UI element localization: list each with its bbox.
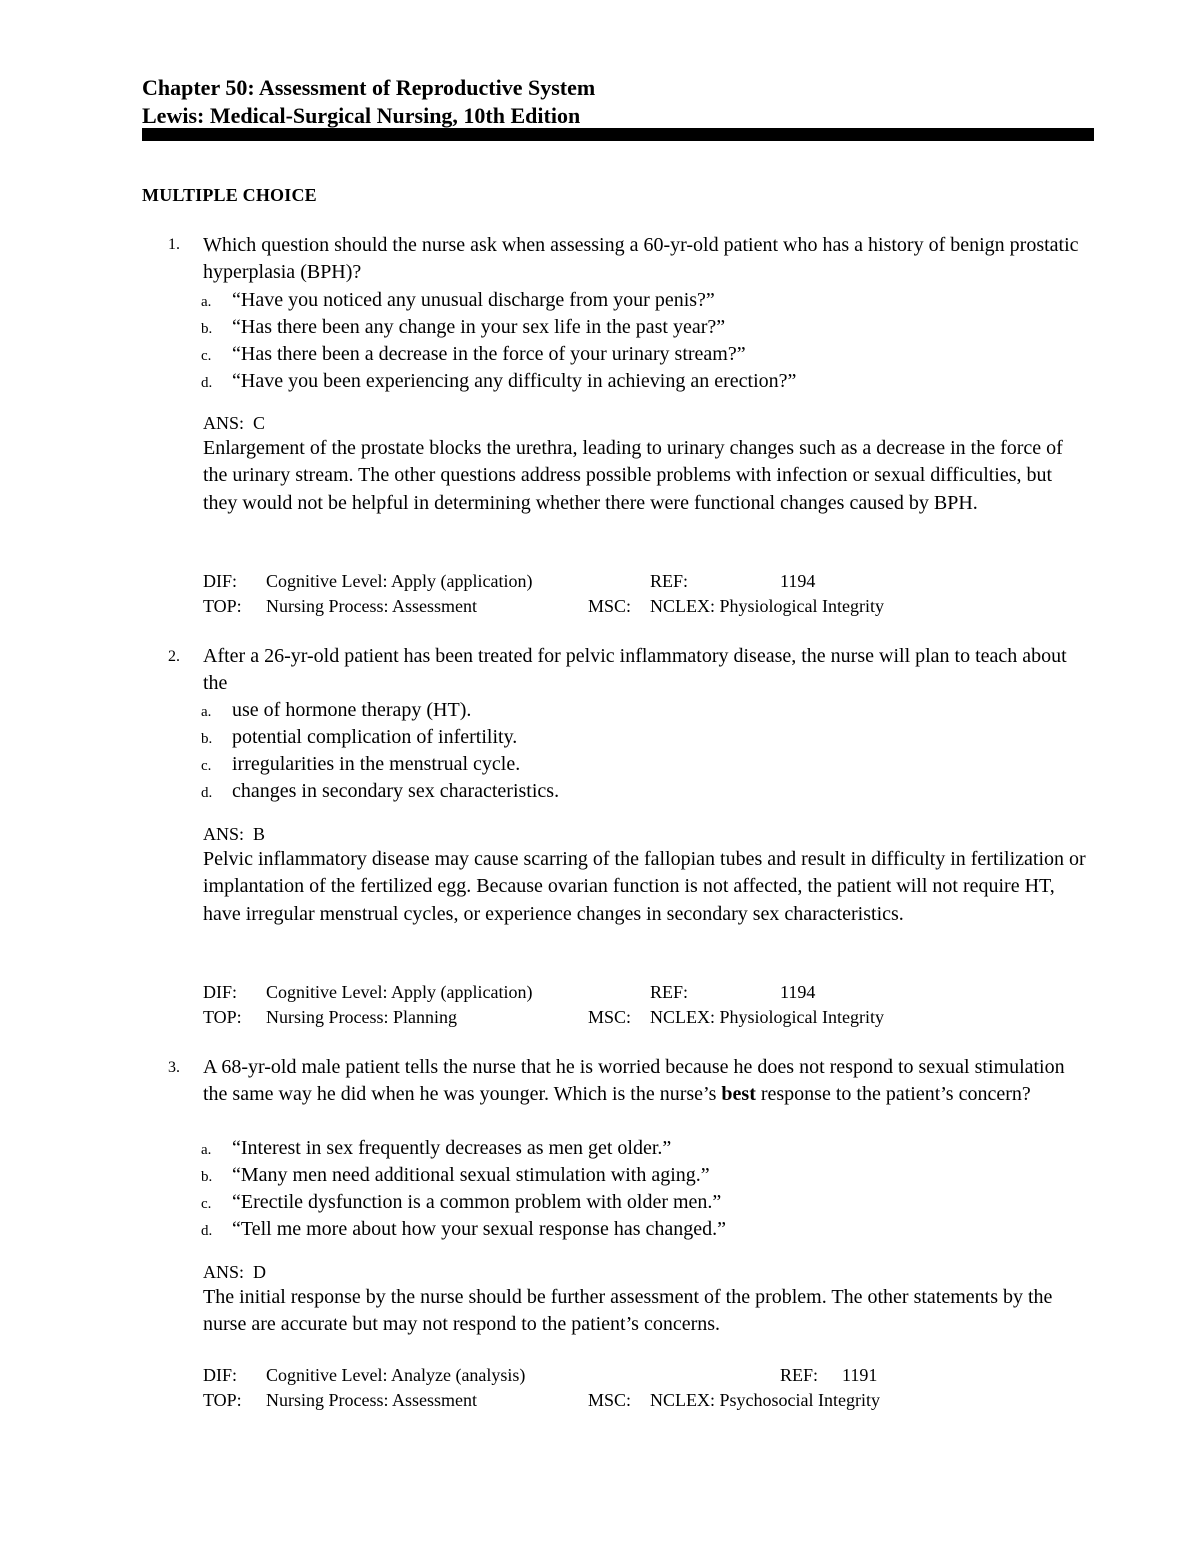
section-heading: MULTIPLE CHOICE: [142, 185, 317, 205]
option-text: “Have you been experiencing any difficulty in achieving an erection?”: [232, 370, 797, 392]
option-letter: a.: [201, 294, 212, 310]
option-letter: c.: [201, 758, 212, 774]
top-value: Nursing Process: Planning: [266, 1007, 457, 1027]
msc-value: NCLEX: Physiological Integrity: [650, 596, 884, 616]
option-b: [201, 1162, 710, 1191]
answer-key: ANS: C: [203, 413, 266, 433]
rationale: Pelvic inflammatory disease may cause scarring of the fallopian tubes and result in difficulty in fertilization or implantation of the fertilized egg. Because ovarian function is not affected, the patient will not require HT, have irregular menstrual cycles, or experience changes in secondary sex characteristics.: [203, 848, 1086, 925]
chapter-title: Chapter 50: Assessment of Reproductive System: [142, 75, 596, 100]
option-text: “Have you noticed any unusual discharge from your penis?”: [232, 289, 715, 311]
msc-value: NCLEX: Psychosocial Integrity: [650, 1390, 880, 1410]
dif-label: DIF:: [203, 571, 238, 591]
option-letter: d.: [201, 785, 213, 801]
question-stem: [203, 1054, 1093, 1108]
title-rule: [142, 128, 1094, 141]
top-value: Nursing Process: Assessment: [266, 596, 477, 616]
question-number: 2.: [168, 648, 180, 665]
option-letter: c.: [201, 348, 212, 364]
option-d: [201, 778, 559, 807]
question-stem: After a 26-yr-old patient has been treated for pelvic inflammatory disease, the nurse will plan to teach about the: [203, 645, 1067, 694]
rationale: Enlargement of the prostate blocks the urethra, leading to urinary changes such as a decrease in the force of the urinary stream. The other questions address possible problems with infection or sexual difficulties, but they would not be helpful in determining whether there were functional changes caused by BPH.: [203, 437, 1063, 514]
option-letter: d.: [201, 375, 213, 391]
dif-label: DIF:: [203, 1365, 238, 1385]
ref-label: REF:: [650, 982, 689, 1002]
ref-value: 1191: [842, 1365, 878, 1385]
option-text: “Interest in sex frequently decreases as men get older.”: [232, 1137, 672, 1159]
option-a: [201, 697, 471, 726]
top-label: TOP:: [203, 1007, 242, 1027]
msc-label: MSC:: [588, 1007, 632, 1027]
option-text: “Many men need additional sexual stimulation with aging.”: [232, 1164, 710, 1186]
option-a: [201, 287, 715, 316]
top-label: TOP:: [203, 596, 242, 616]
option-letter: a.: [201, 1142, 212, 1158]
msc-label: MSC:: [588, 1390, 632, 1410]
question-stem: Which question should the nurse ask when assessing a 60-yr-old patient who has a history of benign prostatic hyperplasia (BPH)?: [203, 234, 1079, 283]
top-value: Nursing Process: Assessment: [266, 1390, 477, 1410]
stem-text-end: response to the patient’s concern?: [755, 1083, 1031, 1105]
option-d: [201, 368, 796, 397]
top-label: TOP:: [203, 1390, 242, 1410]
option-letter: b.: [201, 731, 213, 747]
rationale: The initial response by the nurse should be further assessment of the problem. The other statements by the nurse are accurate but may not respond to the patient’s concerns.: [203, 1286, 1053, 1336]
option-b: [201, 724, 517, 753]
option-text: “Tell me more about how your sexual response has changed.”: [232, 1218, 726, 1240]
option-b: [201, 314, 725, 343]
option-letter: a.: [201, 704, 212, 720]
option-text: potential complication of infertility.: [232, 726, 518, 748]
dif-label: DIF:: [203, 982, 238, 1002]
ref-label: REF:: [780, 1365, 819, 1385]
dif-value: Cognitive Level: Apply (application): [266, 571, 533, 591]
msc-value: NCLEX: Physiological Integrity: [650, 1007, 884, 1027]
option-text: changes in secondary sex characteristics.: [232, 780, 560, 802]
dif-value: Cognitive Level: Analyze (analysis): [266, 1365, 526, 1385]
ref-value: 1194: [780, 571, 816, 591]
stem-emphasis: best: [721, 1083, 756, 1105]
option-c: [201, 341, 746, 370]
dif-value: Cognitive Level: Apply (application): [266, 982, 533, 1002]
book-title: Lewis: Medical-Surgical Nursing, 10th Edition: [142, 103, 581, 128]
option-letter: c.: [201, 1196, 212, 1212]
option-c: [201, 1189, 721, 1218]
ref-label: REF:: [650, 571, 689, 591]
option-letter: b.: [201, 1169, 213, 1185]
option-letter: b.: [201, 321, 213, 337]
ref-value: 1194: [780, 982, 816, 1002]
answer-key: ANS: B: [203, 824, 266, 844]
option-text: “Has there been any change in your sex life in the past year?”: [232, 316, 726, 338]
answer-key: ANS: D: [203, 1262, 267, 1282]
option-text: “Has there been a decrease in the force of your urinary stream?”: [232, 343, 746, 365]
option-text: irregularities in the menstrual cycle.: [232, 753, 521, 775]
option-text: “Erectile dysfunction is a common problem with older men.”: [232, 1191, 722, 1213]
option-letter: d.: [201, 1223, 213, 1239]
stem-text: A 68-yr-old male patient tells the nurse that he is worried because he does not respond to sexual stimulation the same way he did when he was younger. Which is the nurse’s: [203, 1056, 1065, 1105]
option-a: [201, 1135, 671, 1164]
option-text: use of hormone therapy (HT).: [232, 699, 472, 721]
option-d: [201, 1216, 726, 1245]
question-number: 1.: [168, 236, 180, 253]
msc-label: MSC:: [588, 596, 632, 616]
question-number: 3.: [168, 1059, 180, 1076]
option-c: [201, 751, 520, 780]
